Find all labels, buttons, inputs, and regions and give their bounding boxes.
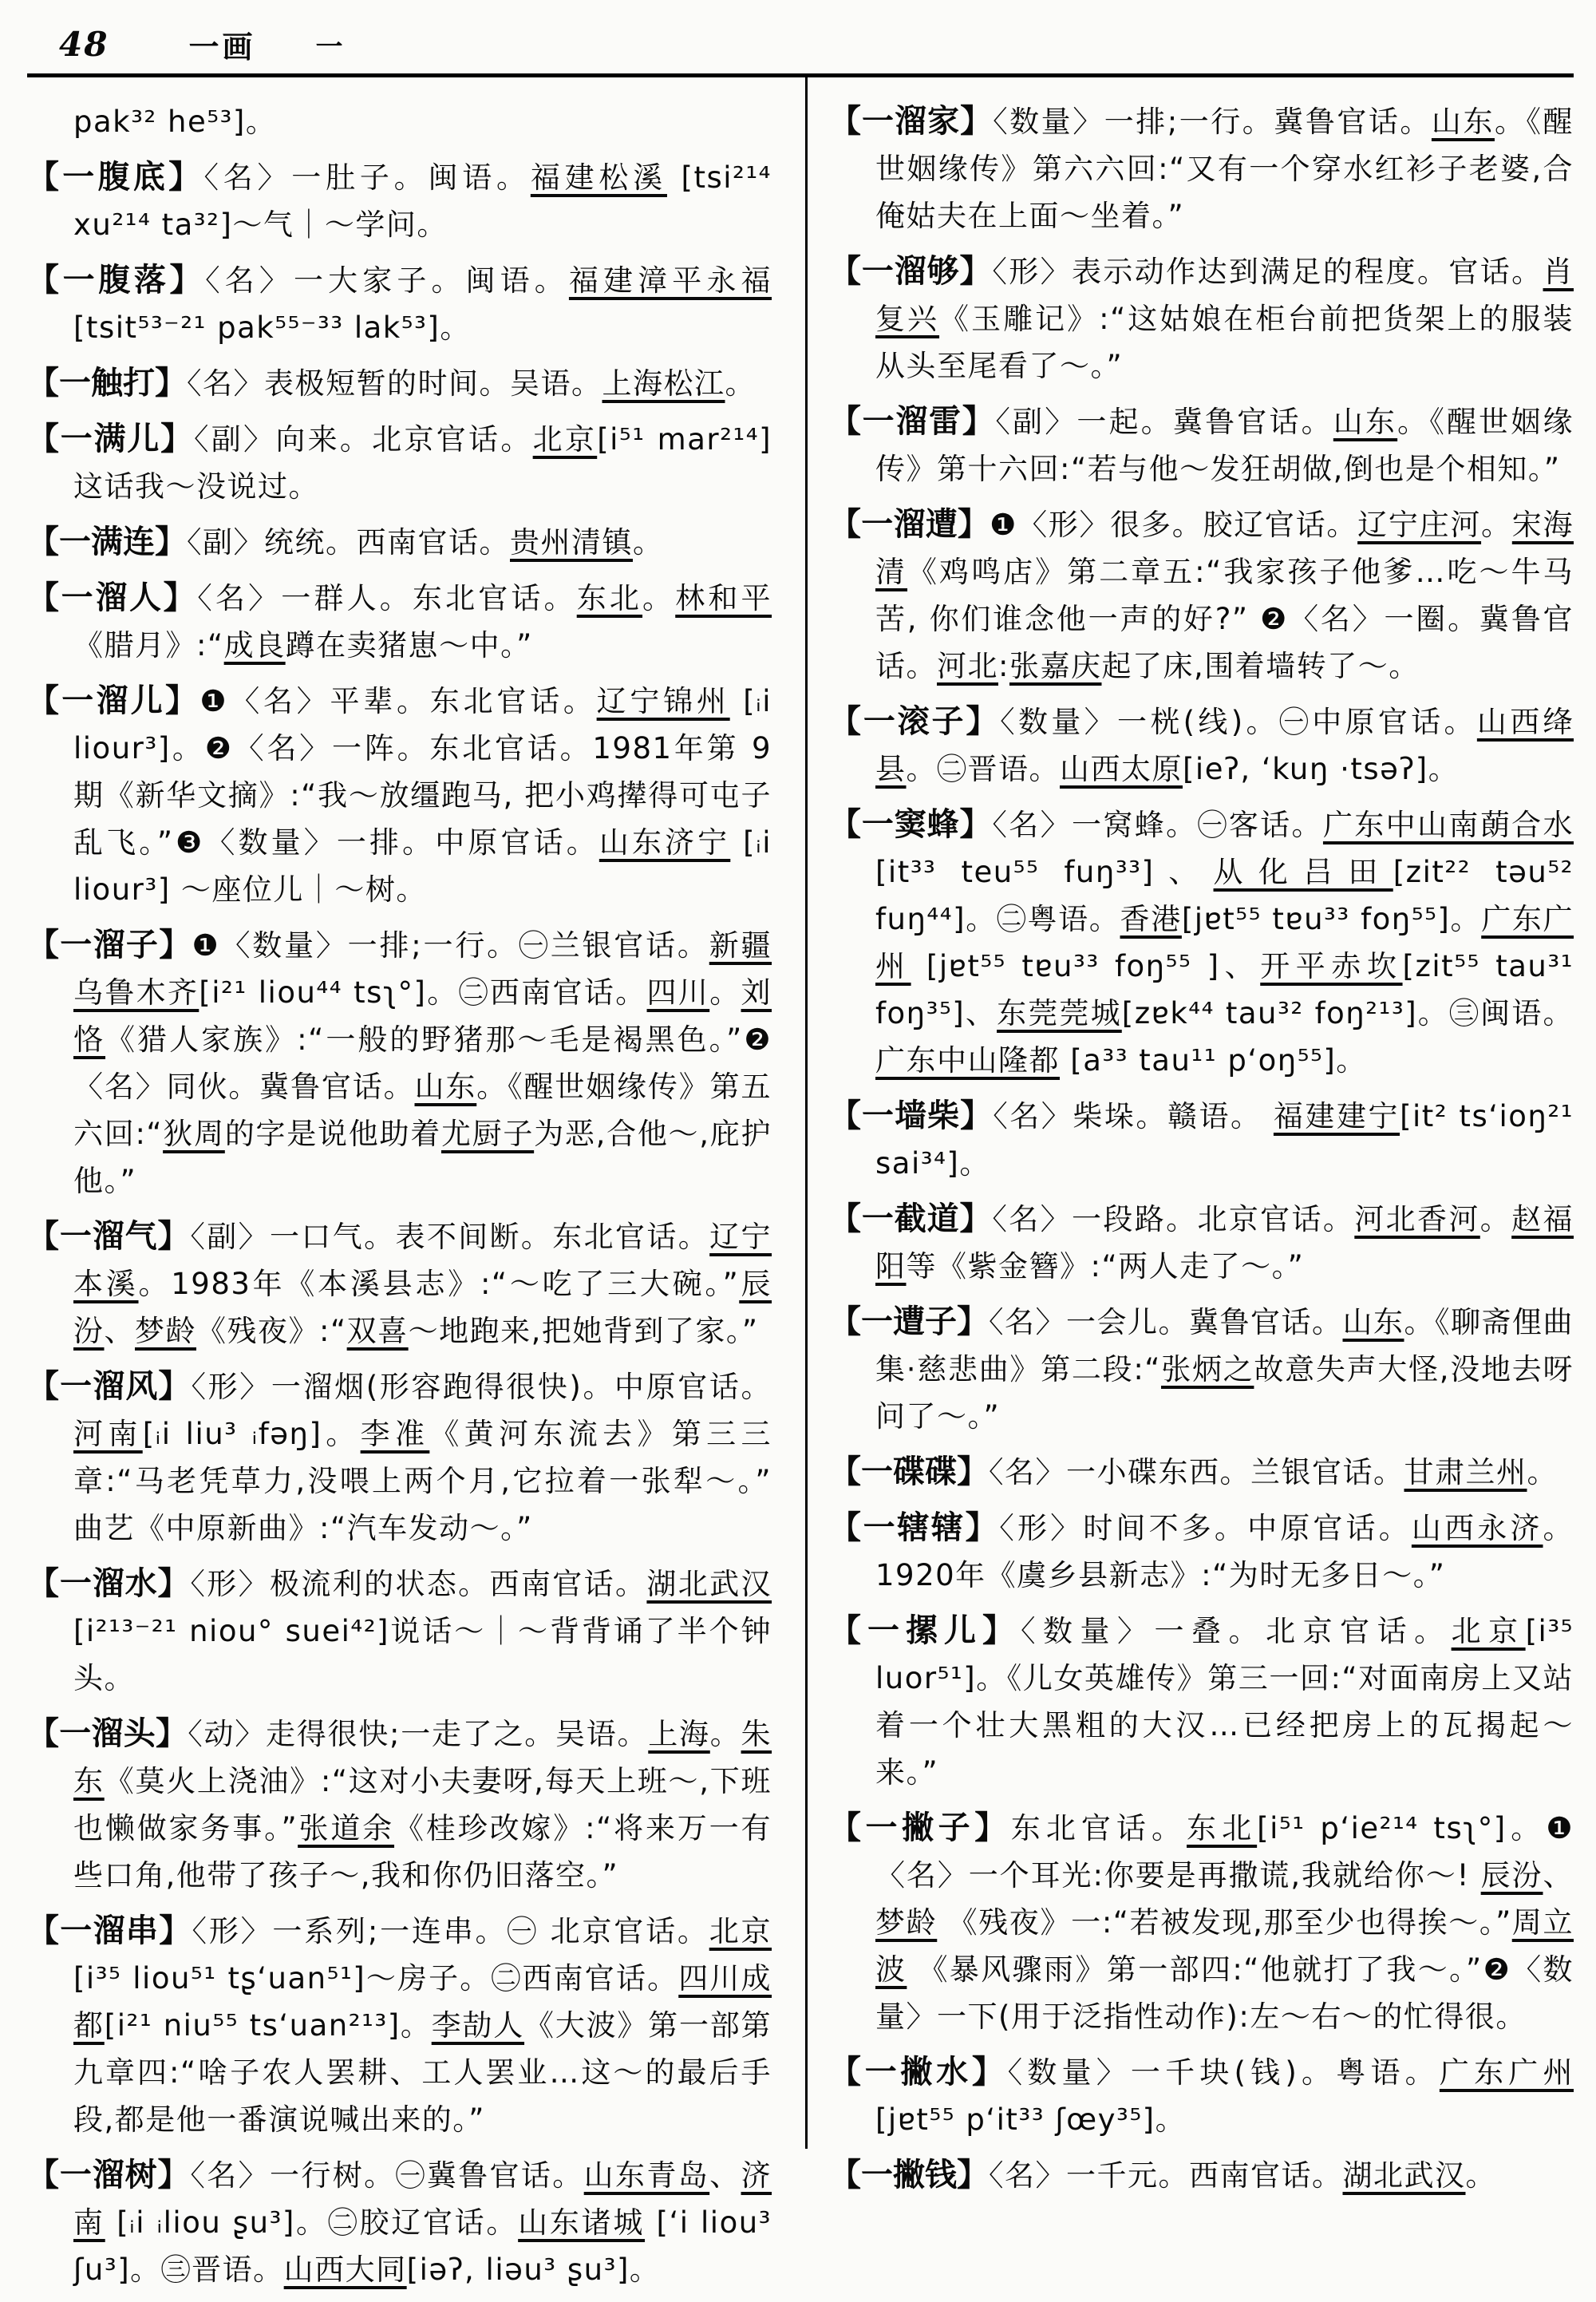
entry-text: 〈名〉表极短暂的时间。吴语。 (187, 366, 602, 401)
proper-noun-underlined: 上海松江 (602, 366, 725, 401)
entry-text: 故意失声大怪,没地去呀问了～。” (875, 1352, 1574, 1434)
proper-noun-underlined: 山东 (1342, 1305, 1404, 1339)
proper-noun-underlined: 四川 (646, 975, 710, 1010)
dictionary-entry (27, 1560, 772, 1702)
proper-noun-underlined: 肖复兴 (875, 255, 1574, 336)
dictionary-entry (829, 1196, 1574, 1290)
entry-text: [ᵢi ᵢliou ʂu³]。㊁胶辽官话。 (105, 2205, 519, 2240)
proper-noun-underlined: 湖北武汉 (1342, 2158, 1466, 2193)
proper-noun-underlined: 辽宁庄河 (1357, 508, 1482, 542)
entry-text: [i³⁵ luor⁵¹]。《儿女英雄传》第三一回:“对面南房上又站着一个壮大黑粗的大汉…已经把房上的瓦揭起～来。” (875, 1614, 1574, 1790)
entry-headword: 【一溜雷】 (829, 403, 996, 440)
entry-text: ❶〈数量〉一排;一行。㊀兰银官话。 (192, 928, 709, 963)
column-divider-rule (805, 77, 808, 2149)
entry-text: 、 (104, 1314, 135, 1348)
proper-noun-underlined: 广东中山南蓢合水 (1322, 808, 1574, 842)
proper-noun-underlined: 赵福阳 (875, 1202, 1574, 1284)
dictionary-entry (829, 98, 1574, 239)
dictionary-entry (27, 922, 772, 1204)
dictionary-entry (829, 1805, 1574, 2040)
entry-text: 。《醒世姻缘传》第六六回:“又有一个穿水红衫子老婆,合俺姑夫在上面～坐着。” (875, 105, 1574, 233)
entry-text: ～地跑来,把她背到了家。” (408, 1314, 759, 1348)
proper-noun-underlined: 香港 (1120, 902, 1182, 936)
entry-text: ❶〈名〉平辈。东北官话。 (200, 684, 597, 718)
entry-text: 。 (725, 366, 756, 401)
entry-text: 。 (642, 581, 676, 615)
entry-text: 〈名〉一行树。㊀冀鲁官话。 (190, 2158, 584, 2193)
entry-text: [zit²² təu⁵² fuŋ⁴⁴]。㊁粤语。 (875, 855, 1574, 936)
proper-noun-underlined: 辰汾 (1480, 1858, 1543, 1893)
proper-noun-underlined: 东北 (576, 581, 643, 615)
entry-headword: 【一滚子】 (829, 703, 1001, 740)
entry-text: pak³² he⁵³]。 (73, 105, 277, 139)
entry-text: 〈名〉柴垛。赣语。 (993, 1099, 1274, 1133)
entry-text: 、 (1543, 1858, 1574, 1893)
entry-text: 〈名〉一段路。北京官话。 (992, 1202, 1355, 1236)
proper-noun-underlined: 甘肃兰州 (1404, 1455, 1527, 1489)
dictionary-entry (27, 1908, 772, 2143)
entry-text: 。《醒世姻缘传》第五六回:“ (73, 1070, 772, 1151)
entry-text: 〈名〉一群人。东北官话。 (197, 581, 577, 615)
right-column (829, 98, 1574, 2302)
proper-noun-underlined: 狄周 (163, 1117, 225, 1151)
entry-headword: 【一撇水】 (829, 2054, 1008, 2090)
entry-text: 、 (709, 2158, 741, 2193)
entry-text: 《大波》第一部第九章四:“啥子农人罢耕、工人罢业…这～的最后手段,都是他一番演说喊出来的。” (73, 2008, 772, 2137)
entry-text: 。《醒世姻缘传》第十六回:“若与他～发狂胡做,倒也是个相知。” (875, 405, 1574, 486)
dictionary-entry (829, 698, 1574, 793)
dictionary-entry (27, 98, 772, 145)
entry-headword: 【一溜风】 (27, 1368, 192, 1405)
entry-headword: 【一腹底】 (27, 159, 204, 196)
entry-headword: 【一溜头】 (27, 1715, 188, 1752)
proper-noun-underlined: 福建松溪 (530, 160, 667, 195)
proper-noun-underlined: 广东广州 (1439, 2055, 1574, 2090)
entry-text: [i⁵¹ mar²¹⁴] 这话我～没说过。 (73, 422, 772, 504)
columns-container (27, 98, 1574, 2302)
entry-text: 。1920年《虞乡县新志》:“为时无多日～。” (875, 1511, 1574, 1592)
entry-text: 东北官话。 (1010, 1811, 1187, 1845)
page-number: 48 (59, 24, 109, 64)
proper-noun-underlined: 宋海清 (875, 508, 1574, 589)
entry-text: ❶〈形〉很多。胶辽官话。 (990, 508, 1358, 542)
entry-text: 〈数量〉一叠。北京官话。 (1021, 1614, 1452, 1648)
dictionary-entry (829, 248, 1574, 390)
entry-text: [it³³ teu⁵⁵ fuŋ³³]、 (875, 855, 1214, 889)
proper-noun-underlined: 贵州清镇 (510, 525, 633, 560)
entry-headword: 【一溜人】 (27, 579, 198, 616)
entry-text: 〈副〉一口气。表不间断。东北官话。 (190, 1220, 710, 1254)
radical-label: 一 (315, 30, 343, 63)
proper-noun-underlined: 成良 (223, 628, 286, 663)
proper-noun-underlined: 开平赤坎 (1260, 949, 1403, 983)
dictionary-entry (829, 1505, 1574, 1599)
proper-noun-underlined: 广东广州 (875, 902, 1574, 983)
entry-text: 。 (1465, 2158, 1496, 2193)
proper-noun-underlined: 梦龄 (875, 1905, 938, 1940)
entry-text: 〈形〉极流利的状态。西南官话。 (190, 1567, 647, 1601)
dictionary-entry (27, 2152, 772, 2293)
entry-text: 。㊁晋语。 (906, 752, 1060, 786)
dictionary-entry (829, 1449, 1574, 1496)
proper-noun-underlined: 河南 (73, 1417, 143, 1451)
entry-text: 〈数量〉一桄(线)。㊀中原官话。 (1000, 705, 1477, 739)
entry-text: [ieʔ, ʻkuŋ ·tsəʔ]。 (1183, 752, 1460, 786)
proper-noun-underlined: 福建漳平永福 (568, 263, 772, 298)
dictionary-entry (829, 398, 1574, 492)
entry-text: [ʻi liou³ ʃu³]。㊂晋语。 (73, 2205, 772, 2287)
entry-text: 〈形〉一系列;一连串。㊀ 北京官话。 (192, 1914, 709, 1948)
proper-noun-underlined: 山东 (414, 1070, 477, 1104)
entry-text: [i²¹³⁻²¹ niou° suei⁴²]说话～｜～背背诵了半个钟头。 (73, 1614, 772, 1695)
entry-text: 〈名〉一肚子。闽语。 (203, 160, 531, 195)
entry-text: 《腊月》:“ (73, 628, 224, 663)
proper-noun-underlined: 广东中山隆都 (875, 1043, 1060, 1078)
entry-headword: 【一溜气】 (27, 1218, 191, 1255)
entry-headword: 【一溜遭】 (829, 506, 990, 543)
entry-text: 〈副〉统统。西南官话。 (187, 525, 510, 560)
entry-headword: 【一墙柴】 (829, 1098, 994, 1134)
entry-text: 。 (1479, 1202, 1512, 1236)
entry-text: [tsi²¹⁴ xu²¹⁴ ta³²]～气｜～学问。 (73, 160, 772, 242)
entry-headword: 【一截道】 (829, 1200, 993, 1237)
stroke-section-label: 一画 (188, 29, 256, 65)
entry-text: [tsit⁵³⁻²¹ pak⁵⁵⁻³³ lak⁵³]。 (73, 310, 471, 345)
proper-noun-underlined: 李劼人 (431, 2008, 525, 2043)
proper-noun-underlined: 山西永济 (1411, 1511, 1543, 1545)
proper-noun-underlined: 林和平 (675, 581, 772, 615)
entry-headword: 【一触打】 (27, 365, 187, 401)
entry-text: [zɐk⁴⁴ tau³² foŋ²¹³]。㊂闽语。 (1121, 996, 1574, 1030)
entry-text: 〈名〉一窝蜂。㊀客话。 (992, 808, 1323, 842)
dictionary-entry (829, 1093, 1574, 1187)
entry-text: [i⁵¹ p‘ie²¹⁴ tsʅ°]。❶〈名〉一个耳光:你要是再撒谎,我就给你～! (875, 1811, 1574, 1893)
entry-headword: 【一撇子】 (829, 1810, 1011, 1846)
entry-text: 。 (1481, 508, 1512, 542)
entry-text: 《残夜》:“ (196, 1314, 347, 1348)
proper-noun-underlined: 东莞莞城 (997, 996, 1122, 1030)
entry-text: 。《聊斋俚曲集·慈悲曲》第二段:“ (875, 1305, 1574, 1386)
entry-text: [zit⁵⁵ tau³¹ foŋ³⁵]、 (875, 949, 1574, 1030)
entry-text: 〈名〉一小碟东西。兰银官话。 (989, 1455, 1404, 1489)
proper-noun-underlined: 山东青岛 (583, 2158, 710, 2193)
entry-text: 《桂珍改嫁》:“将来万一有些口角,他带了孩子～,我和你仍旧落空。” (73, 1811, 772, 1893)
entry-text: 〈形〉表示动作达到满足的程度。官话。 (992, 255, 1543, 289)
proper-noun-underlined: 福建建宁 (1273, 1099, 1400, 1133)
proper-noun-underlined: 尤厨子 (440, 1117, 535, 1151)
entry-text: [i²¹ liou⁴⁴ tsʅ°]。㊁西南官话。 (199, 975, 647, 1010)
entry-text: 《残夜》一:“若被发现,那至少也得挨～。” (937, 1905, 1512, 1940)
proper-noun-underlined: 山西绛县 (875, 705, 1574, 786)
entry-text: [jɐt⁵⁵ tɐu³³ foŋ⁵⁵]。 (1181, 902, 1482, 936)
proper-noun-underlined: 辽宁锦州 (596, 684, 730, 718)
entry-text: 〈副〉向来。北京官话。 (193, 422, 533, 457)
entry-text: 等《紫金簪》:“两人走了～。” (906, 1249, 1305, 1284)
entry-text: 。 (709, 975, 741, 1010)
entry-text: 。 (633, 525, 664, 560)
proper-noun-underlined: 北京 (709, 1914, 772, 1948)
proper-noun-underlined: 双喜 (346, 1314, 409, 1348)
entry-text: [iəʔ, liəu³ ʂu³]。 (406, 2253, 661, 2287)
proper-noun-underlined: 从化吕田 (1213, 855, 1393, 889)
entry-text: 为恶,合他～,庇护他。” (73, 1117, 772, 1198)
proper-noun-underlined: 山东诸城 (518, 2205, 646, 2240)
entry-text: 〈形〉一溜烟(形容跑得很快)。中原官话。 (191, 1370, 772, 1404)
dictionary-entry (27, 360, 772, 407)
entry-headword: 【一溜水】 (27, 1565, 191, 1602)
proper-noun-underlined: 张嘉庆 (1009, 649, 1102, 683)
entry-text: 。 (709, 1717, 741, 1751)
proper-noun-underlined: 辽宁本溪 (73, 1220, 772, 1301)
proper-noun-underlined: 张道余 (298, 1811, 395, 1845)
dictionary-entry (27, 1711, 772, 1899)
entry-text: 〈数量〉一千块(钱)。粤语。 (1007, 2055, 1440, 2090)
dictionary-entry (27, 257, 772, 351)
dictionary-entry (829, 801, 1574, 1084)
entry-text: 。1983年《本溪县志》:“～吃了三大碗。” (138, 1267, 740, 1301)
dictionary-entry (27, 154, 772, 248)
entry-text: [i³⁵ liou⁵¹ tʂ‘uan⁵¹]～房子。㊁西南官话。 (73, 1961, 679, 1995)
entry-headword: 【一满连】 (27, 524, 187, 560)
entry-text: [jɐt⁵⁵ tɐu³³ foŋ⁵⁵ ]、 (911, 949, 1261, 983)
entry-headword: 【一溜串】 (27, 1912, 192, 1949)
proper-noun-underlined: 朱东 (73, 1717, 772, 1798)
entry-headword: 【一遭子】 (829, 1303, 989, 1340)
entry-text: 《莫火上浇油》:“这对小夫妻呀,每天上班～,下班也懒做家务事。” (73, 1764, 772, 1845)
proper-noun-underlined: 张炳之 (1160, 1352, 1254, 1386)
entry-text: 《猎人家族》:“一般的野猪那～毛是褐黑色。”❷〈名〉同伙。冀鲁官话。 (73, 1022, 772, 1104)
page-header (27, 14, 1574, 77)
entry-text: 起了床,围着墙转了～。 (1101, 649, 1420, 683)
entry-text: [ᵢi liu³ ᵢfəŋ]。 (142, 1417, 361, 1451)
entry-text: 〈名〉一千元。西南官话。 (989, 2158, 1343, 2193)
proper-noun-underlined: 北京 (1451, 1614, 1526, 1648)
entry-headword: 【一溜家】 (829, 103, 994, 140)
entry-text: [ᵢi liour³]。❷〈名〉一阵。东北官话。1981年第 9 期《新华文摘》:“我～放缰跑马, 把小鸡撵得可屯子乱飞。”❸〈数量〉一排。中原官话。 (73, 684, 772, 860)
proper-noun-underlined: 北京 (532, 422, 598, 457)
entry-text: [a³³ tau¹¹ p‘oŋ⁵⁵]。 (1060, 1043, 1367, 1078)
entry-text: [it² ts‘ioŋ²¹ sai³⁴]。 (875, 1099, 1574, 1181)
proper-noun-underlined: 山东 (1333, 405, 1398, 439)
entry-text: 的字是说他助着 (224, 1117, 441, 1151)
dictionary-entry (829, 1299, 1574, 1440)
proper-noun-underlined: 山东 (1431, 105, 1495, 139)
dictionary-entry (829, 501, 1574, 690)
proper-noun-underlined: 山东济宁 (598, 825, 731, 860)
dictionary-entry (27, 1363, 772, 1552)
entry-text: [i²¹ niu⁵⁵ ts‘uan²¹³]。 (104, 2008, 432, 2043)
dictionary-entry (27, 1213, 772, 1355)
proper-noun-underlined: 湖北武汉 (646, 1567, 772, 1601)
entry-headword: 【一溜树】 (27, 2157, 191, 2193)
entry-text: 《玉雕记》:“这姑娘在柜台前把货架上的服装从头至尾看了～。” (875, 302, 1574, 383)
proper-noun-underlined: 河北 (937, 649, 998, 683)
proper-noun-underlined: 梦龄 (135, 1314, 196, 1348)
left-column (27, 98, 772, 2302)
entry-text: [ᵢi liour³] ～座位儿｜～树。 (73, 825, 772, 907)
entry-text: 〈动〉走得很快;一走了之。吴语。 (188, 1717, 649, 1751)
entry-headword: 【一溜子】 (27, 927, 192, 963)
entry-text: 《暴风骤雨》第一部四:“他就打了我～。”❷〈数量〉一下(用于泛指性动作):左～右～的忙得很。 (875, 1952, 1574, 2034)
dictionary-entry (27, 678, 772, 913)
dictionary-entry (27, 416, 772, 510)
entry-text: 《鸡鸣店》第二章五:“我家孩子他爹…吃～牛马苦, 你们谁念他一声的好?” ❷〈名〉一圈。冀鲁官话。 (875, 555, 1574, 683)
proper-noun-underlined: 东北 (1187, 1811, 1258, 1845)
proper-noun-underlined: 河北香河 (1354, 1202, 1480, 1236)
dictionary-entry (829, 1608, 1574, 1796)
entry-text: 〈数量〉一排;一行。冀鲁官话。 (993, 105, 1432, 139)
entry-headword: 【一溜够】 (829, 253, 993, 290)
entry-headword: 【一腹落】 (27, 262, 206, 299)
proper-noun-underlined: 上海 (648, 1717, 710, 1751)
dictionary-entry (829, 2049, 1574, 2143)
entry-text: 《黄河东流去》第三三章:“马老凭草力,没喂上两个月,它拉着一张犁～。” 曲艺《中原新曲》:“汽车发动～。” (73, 1417, 772, 1545)
dictionary-entry (829, 2152, 1574, 2199)
proper-noun-underlined: 济南 (73, 2158, 772, 2240)
entry-headword: 【一碟碟】 (829, 1454, 989, 1490)
entry-headword: 【一撇钱】 (829, 2157, 989, 2193)
entry-headword: 【一溜儿】 (27, 682, 200, 719)
proper-noun-underlined: 新疆乌鲁木齐 (73, 928, 772, 1010)
entry-headword: 【一窦蜂】 (829, 806, 993, 843)
proper-noun-underlined: 山西大同 (283, 2253, 407, 2287)
entry-text: 〈副〉一起。冀鲁官话。 (995, 405, 1333, 439)
proper-noun-underlined: 刘恪 (73, 975, 772, 1057)
entry-text: 〈形〉时间不多。中原官话。 (999, 1511, 1412, 1545)
entry-text: : (998, 649, 1009, 683)
entry-text: 。 (1527, 1455, 1558, 1489)
entry-headword: 【一摞儿】 (829, 1612, 1021, 1649)
entry-text: 蹲在卖猪崽～中。” (285, 628, 533, 663)
entry-headword: 【一满儿】 (27, 421, 194, 457)
entry-text: 〈名〉一会儿。冀鲁官话。 (989, 1305, 1343, 1339)
proper-noun-underlined: 李准 (360, 1417, 430, 1451)
dictionary-entry (27, 575, 772, 669)
proper-noun-underlined: 山西太原 (1060, 752, 1183, 786)
proper-noun-underlined: 周立波 (875, 1905, 1574, 1987)
entry-text: [jɐt⁵⁵ p‘it³³ ʃœy³⁵]。 (875, 2102, 1187, 2137)
proper-noun-underlined: 四川成都 (73, 1961, 772, 2043)
proper-noun-underlined: 辰汾 (73, 1267, 772, 1348)
entry-text: 〈名〉一大家子。闽语。 (205, 263, 569, 298)
entry-headword: 【一辖辖】 (829, 1509, 1000, 1546)
dictionary-entry (27, 519, 772, 566)
